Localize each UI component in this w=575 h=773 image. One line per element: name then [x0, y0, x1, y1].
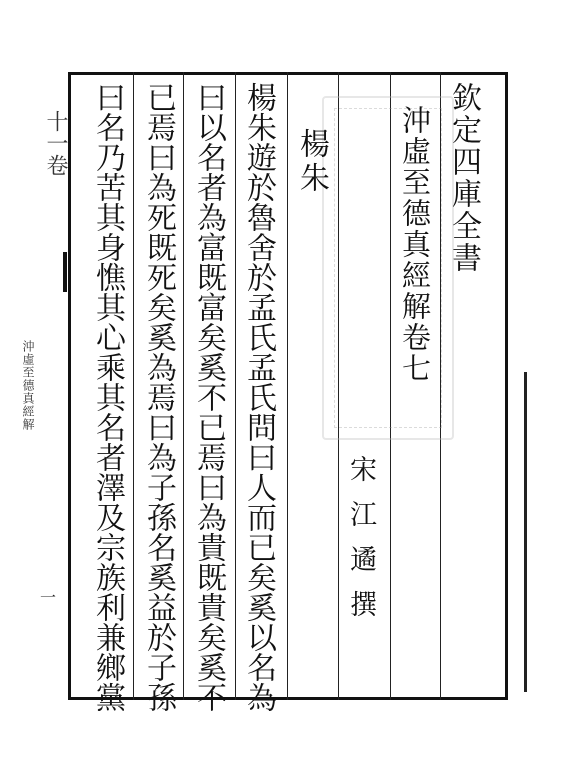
section-title: 楊朱 — [294, 128, 329, 196]
author-role: 撰 — [345, 590, 376, 635]
edge-mark — [524, 372, 527, 692]
margin-fish-tail — [63, 252, 67, 292]
author-dynasty: 宋 — [345, 455, 376, 500]
book-title: 沖虛至德真經解卷七 — [398, 105, 432, 384]
author-line — [347, 455, 374, 635]
margin-chapter-mark: 十一卷 — [43, 110, 68, 176]
text-column: 曰名乃苦其身憔其心乘其名者澤及宗族利兼鄉黨 — [90, 82, 125, 712]
column-rule — [133, 72, 134, 700]
text-column: 已焉曰為死既死矣奚為焉曰為子孫名奚益於子孫 — [141, 82, 176, 712]
page-margin — [0, 0, 66, 773]
margin-running-title: 沖虛至德真經解 — [21, 340, 35, 431]
column-rule — [287, 72, 288, 700]
text-column: 曰以名者為富既富矣奚不已焉曰為貴既貴矣奚不 — [191, 82, 226, 712]
library-seal-stamp — [322, 96, 454, 440]
author-name: 江遹 — [345, 500, 376, 590]
column-rule — [183, 72, 184, 700]
column-rule — [235, 72, 236, 700]
margin-folio-number: 一 — [40, 588, 57, 607]
collection-title: 欽定四庫全書 — [446, 82, 481, 274]
text-column: 楊朱遊於魯舍於孟氏孟氏問曰人而已矣奚以名為 — [241, 82, 276, 712]
